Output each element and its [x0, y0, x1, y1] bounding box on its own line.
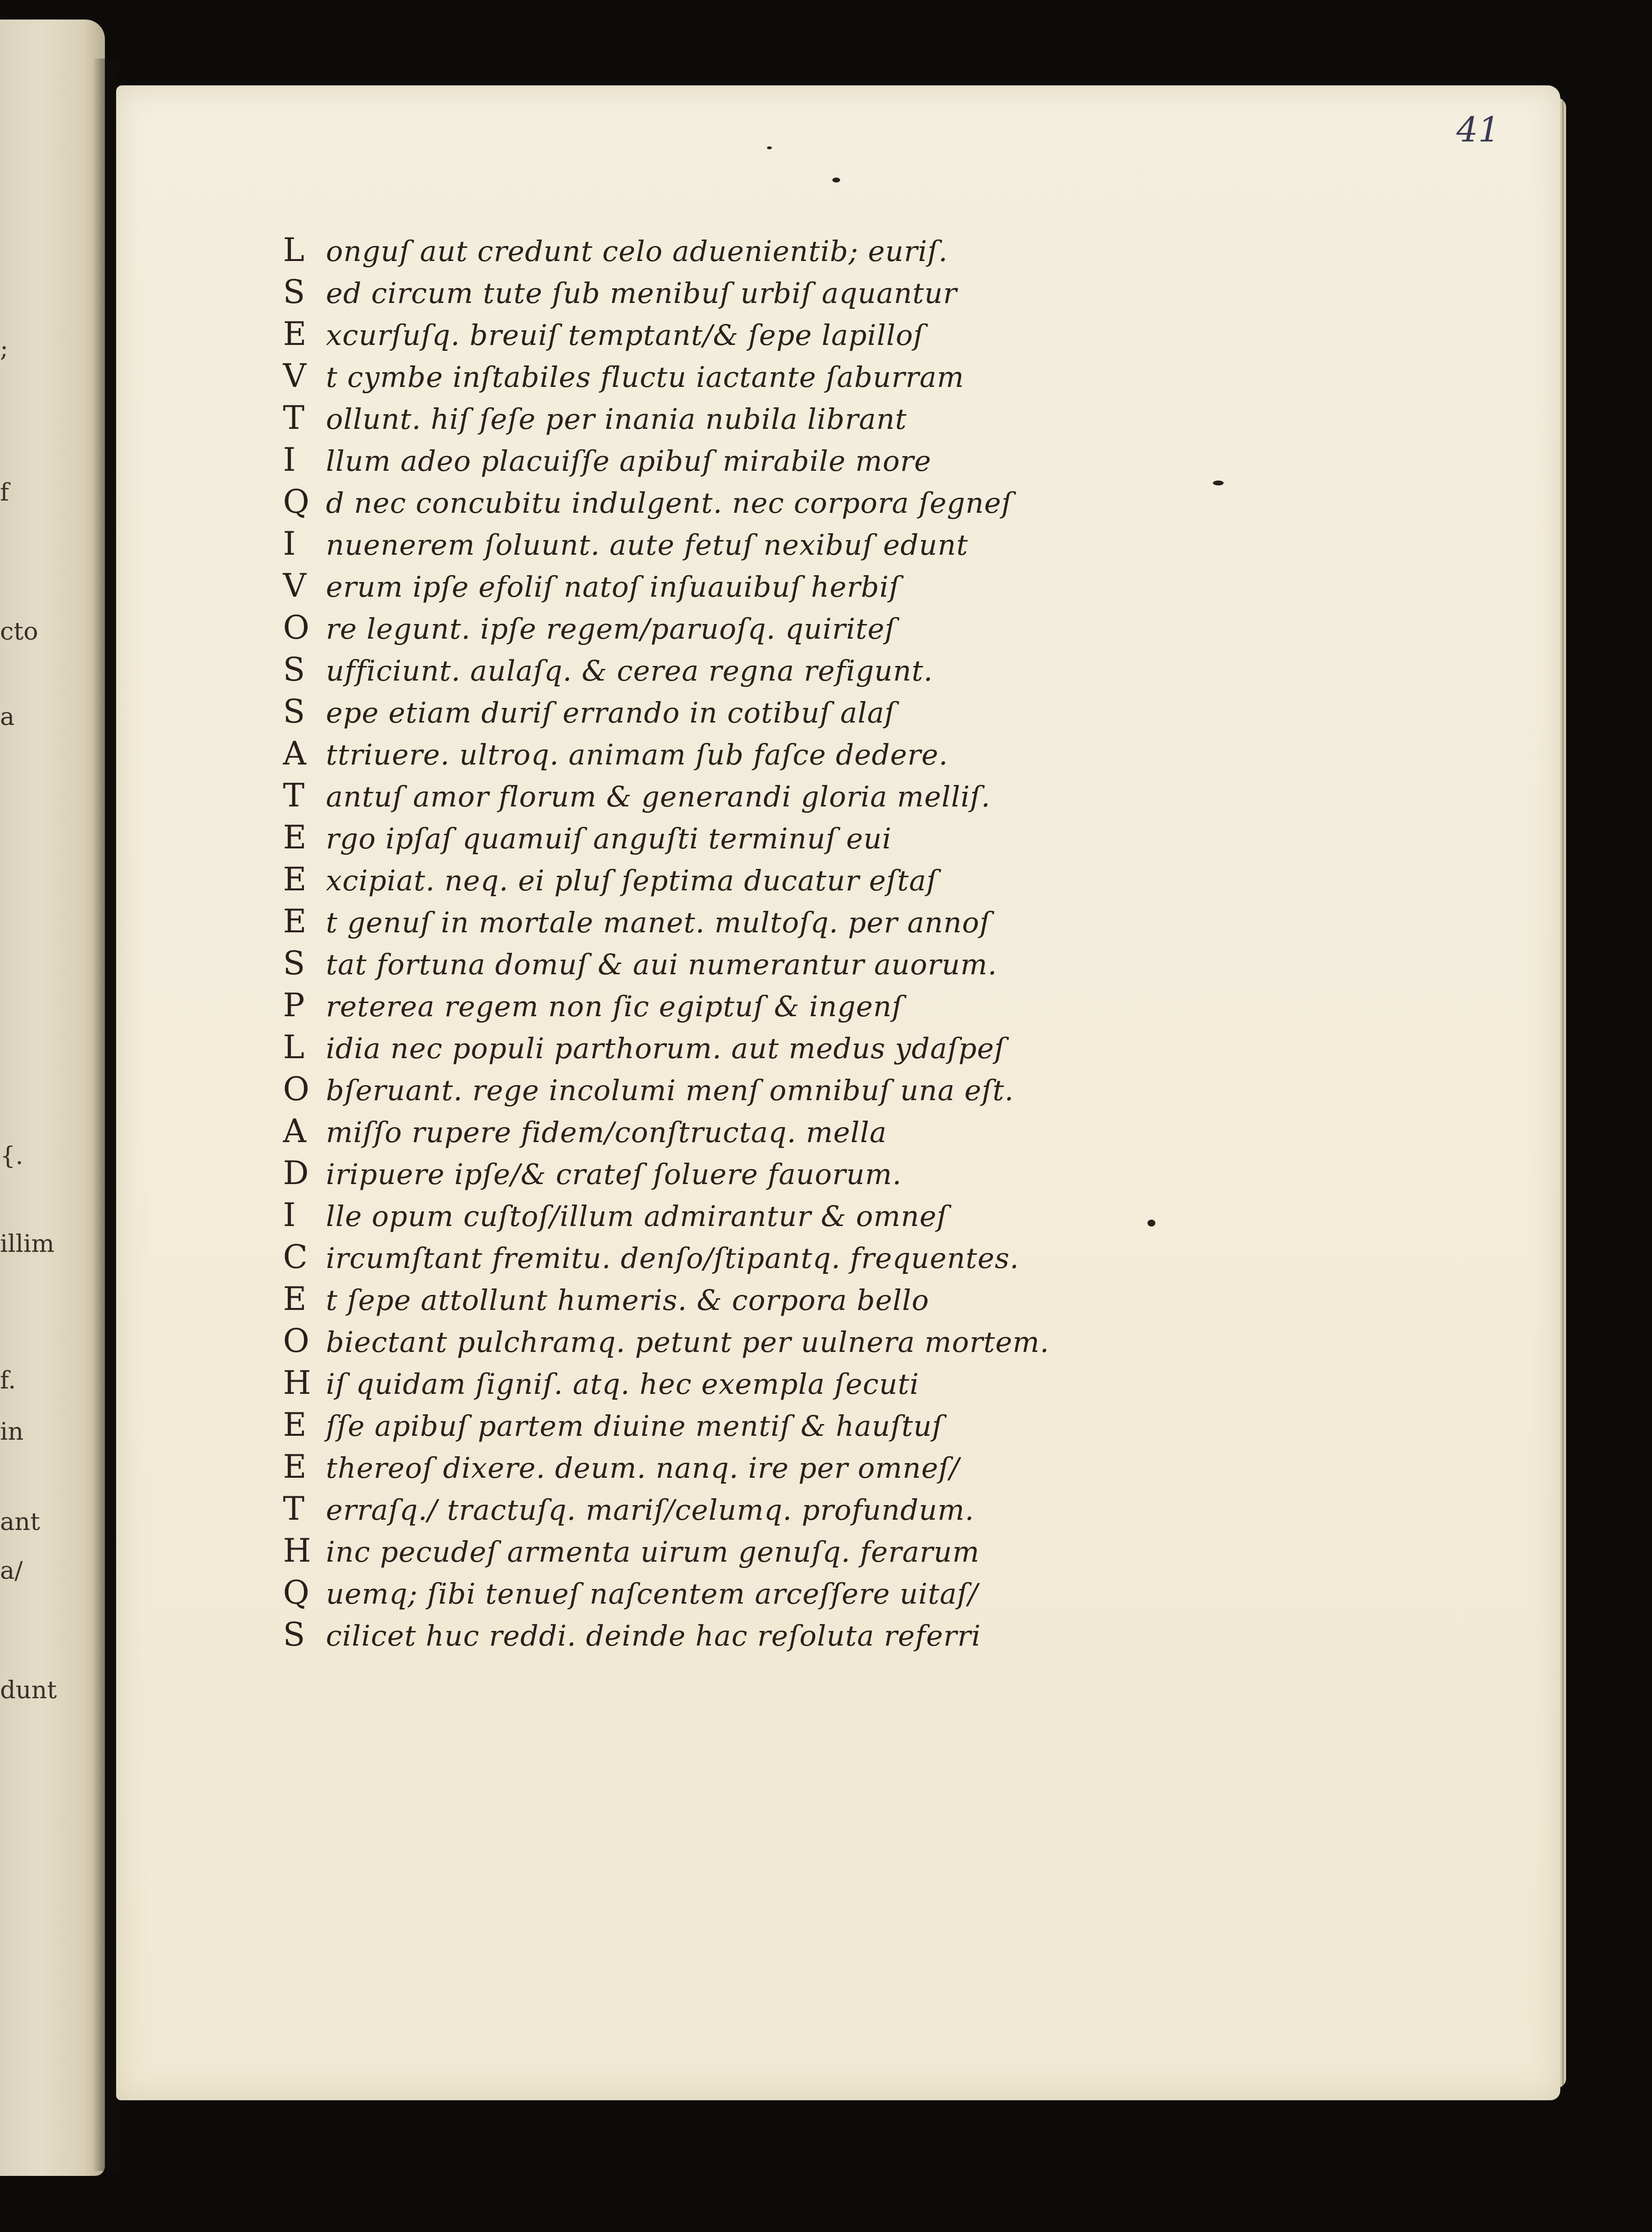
verse-line — [283, 1614, 1356, 1656]
left-page-fragment: {. — [0, 1142, 23, 1170]
left-page-fragment: ; — [0, 334, 8, 362]
verse-text: inc pecudeſ armenta uirum genuſq. ferarum — [326, 1535, 980, 1568]
left-page-fragment: f. — [0, 1366, 16, 1394]
verse-line — [283, 1152, 1356, 1194]
verse-line — [283, 775, 1356, 817]
verse-line — [283, 1068, 1356, 1110]
verse-initial: O — [283, 1322, 310, 1360]
verse-line — [283, 607, 1356, 649]
verse-text: ſſe apibuſ partem diuine mentiſ & hauſtuſ — [326, 1409, 943, 1443]
verse-initial: O — [283, 1070, 310, 1108]
verse-line — [283, 229, 1356, 271]
left-page-fragment: in — [0, 1417, 24, 1446]
verse-initial: A — [283, 735, 306, 772]
verse-line — [283, 817, 1356, 859]
verse-initial: A — [283, 1112, 306, 1150]
verse-line — [283, 1320, 1356, 1362]
left-page-fragment: a/ — [0, 1556, 23, 1585]
verse-text: erraſq./ tractuſq. mariſ/celumq. profundum. — [326, 1493, 975, 1527]
verse-text: lle opum cuſtoſ/illum admirantur & omneſ — [326, 1200, 948, 1233]
left-facing-page — [0, 20, 105, 2176]
verse-text: biectant pulchramq. petunt per uulnera mortem. — [326, 1326, 1049, 1359]
verse-text: rgo ipſaſ quamuiſ anguſti terminuſ eui — [326, 822, 892, 855]
verse-initial: E — [283, 861, 307, 898]
verse-line — [283, 649, 1356, 691]
verse-line — [283, 1530, 1356, 1572]
verse-initial: S — [283, 945, 305, 982]
verse-text-block — [283, 229, 1356, 1656]
verse-line — [283, 1362, 1356, 1404]
ink-speck — [832, 178, 840, 182]
verse-text: uemq; ſibi tenueſ naſcentem arceſſere uitaſ/ — [326, 1577, 978, 1610]
verse-line — [283, 1278, 1356, 1320]
verse-initial: S — [283, 1616, 305, 1653]
verse-line — [283, 481, 1356, 523]
verse-initial: I — [283, 1196, 296, 1234]
verse-line — [283, 1404, 1356, 1446]
verse-initial: Q — [283, 483, 310, 521]
verse-text: ircumſtant fremitu. denſo/ſtipantq. frequentes. — [326, 1242, 1020, 1275]
verse-initial: I — [283, 525, 296, 563]
verse-line — [283, 1026, 1356, 1068]
verse-text: tat fortuna domuſ & aui numerantur auorum. — [326, 948, 997, 981]
verse-line — [283, 397, 1356, 439]
verse-text: iripuere ipſe/& crateſ ſoluere fauorum. — [326, 1158, 902, 1191]
verse-initial: E — [283, 315, 307, 353]
verse-line — [283, 1572, 1356, 1614]
verse-text: ttriuere. ultroq. animam ſub faſce dedere. — [326, 738, 948, 771]
verse-initial: O — [283, 609, 310, 646]
verse-text: nuenerem ſoluunt. aute fetuſ nexibuſ edunt — [326, 528, 968, 562]
verse-text: ollunt. hiſ ſeſe per inania nubila librant — [326, 402, 907, 436]
verse-line — [283, 859, 1356, 901]
verse-line — [283, 271, 1356, 313]
verse-initial: S — [283, 651, 305, 688]
left-page-fragment: f — [0, 478, 9, 506]
verse-line — [283, 439, 1356, 481]
verse-text: d nec concubitu indulgent. nec corpora ſegneſ — [326, 486, 1013, 520]
folio-number: 41 — [1456, 110, 1500, 150]
verse-initial: L — [283, 231, 304, 269]
verse-initial: E — [283, 1406, 307, 1444]
verse-initial: E — [283, 1448, 307, 1486]
verse-initial: D — [283, 1154, 309, 1192]
verse-line — [283, 523, 1356, 565]
verse-initial: H — [283, 1364, 311, 1402]
verse-text: t cymbe inſtabiles fluctu iactante ſaburram — [326, 361, 965, 394]
verse-initial: S — [283, 693, 305, 730]
verse-text: t genuſ in mortale manet. multoſq. per annoſ — [326, 906, 991, 939]
verse-text: t ſepe attollunt humeris. & corpora bello — [326, 1284, 929, 1317]
verse-line — [283, 1446, 1356, 1488]
verse-text: antuſ amor florum & generandi gloria melliſ. — [326, 780, 991, 813]
verse-line — [283, 985, 1356, 1026]
verse-text: ed circum tute ſub menibuſ urbiſ aquantur — [326, 277, 957, 310]
left-page-fragment: cto — [0, 617, 39, 645]
verse-initial: E — [283, 819, 307, 856]
verse-initial: T — [283, 777, 305, 814]
verse-initial: T — [283, 399, 305, 437]
verse-text: idia nec populi parthorum. aut medus ydaſpeſ — [326, 1032, 1006, 1065]
verse-initial: E — [283, 1280, 307, 1318]
verse-initial: L — [283, 1028, 304, 1066]
verse-line — [283, 565, 1356, 607]
verse-line — [283, 355, 1356, 397]
verse-line — [283, 313, 1356, 355]
verse-initial: Q — [283, 1574, 310, 1611]
verse-text: xcipiat. neq. ei pluſ ſeptima ducatur eſtaſ — [326, 864, 938, 897]
verse-initial: H — [283, 1532, 311, 1569]
verse-line — [283, 1110, 1356, 1152]
left-page-fragment: ant — [0, 1508, 40, 1536]
verse-text: thereoſ dixere. deum. nanq. ire per omneſ/ — [326, 1451, 960, 1485]
verse-line — [283, 1194, 1356, 1236]
verse-initial: S — [283, 273, 305, 311]
verse-line — [283, 1236, 1356, 1278]
verse-initial: C — [283, 1238, 308, 1276]
verse-initial: T — [283, 1490, 305, 1528]
verse-text: llum adeo placuiſſe apibuſ mirabile more — [326, 444, 932, 478]
verse-text: xcurſuſq. breuiſ temptant/& ſepe lapilloſ — [326, 319, 925, 352]
verse-line — [283, 943, 1356, 985]
verse-text: cilicet huc reddi. deinde hac reſoluta referri — [326, 1619, 981, 1652]
verse-text: reterea regem non ſic egiptuſ & ingenſ — [326, 990, 903, 1023]
verse-text: erum ipſe efoliſ natoſ inſuauibuſ herbiſ — [326, 570, 900, 603]
verse-initial: P — [283, 986, 305, 1024]
verse-line — [283, 1488, 1356, 1530]
verse-text: iſ quidam ſigniſ. atq. hec exempla ſecuti — [326, 1367, 920, 1401]
verse-text: bſeruant. rege incolumi menſ omnibuſ una eſt. — [326, 1074, 1014, 1107]
verse-initial: I — [283, 441, 296, 479]
verse-initial: V — [283, 567, 306, 604]
verse-line — [283, 691, 1356, 733]
ink-speck — [767, 146, 772, 149]
verse-text: miſſo rupere fidem/conſtructaq. mella — [326, 1116, 887, 1149]
left-page-fragment: illim — [0, 1229, 55, 1258]
verse-line — [283, 733, 1356, 775]
left-page-fragment: dunt — [0, 1676, 57, 1704]
verse-initial: V — [283, 357, 306, 395]
verse-text: re legunt. ipſe regem/paruoſq. quiriteſ — [326, 612, 896, 645]
verse-line — [283, 901, 1356, 943]
verse-text: ufficiunt. aulaſq. & cerea regna refigunt. — [326, 654, 933, 687]
verse-initial: E — [283, 903, 307, 940]
left-page-fragment: a — [0, 703, 15, 731]
verse-text: epe etiam duriſ errando in cotibuſ alaſ — [326, 696, 896, 729]
verse-text: onguſ aut credunt celo aduenientib; euriſ. — [326, 235, 948, 268]
